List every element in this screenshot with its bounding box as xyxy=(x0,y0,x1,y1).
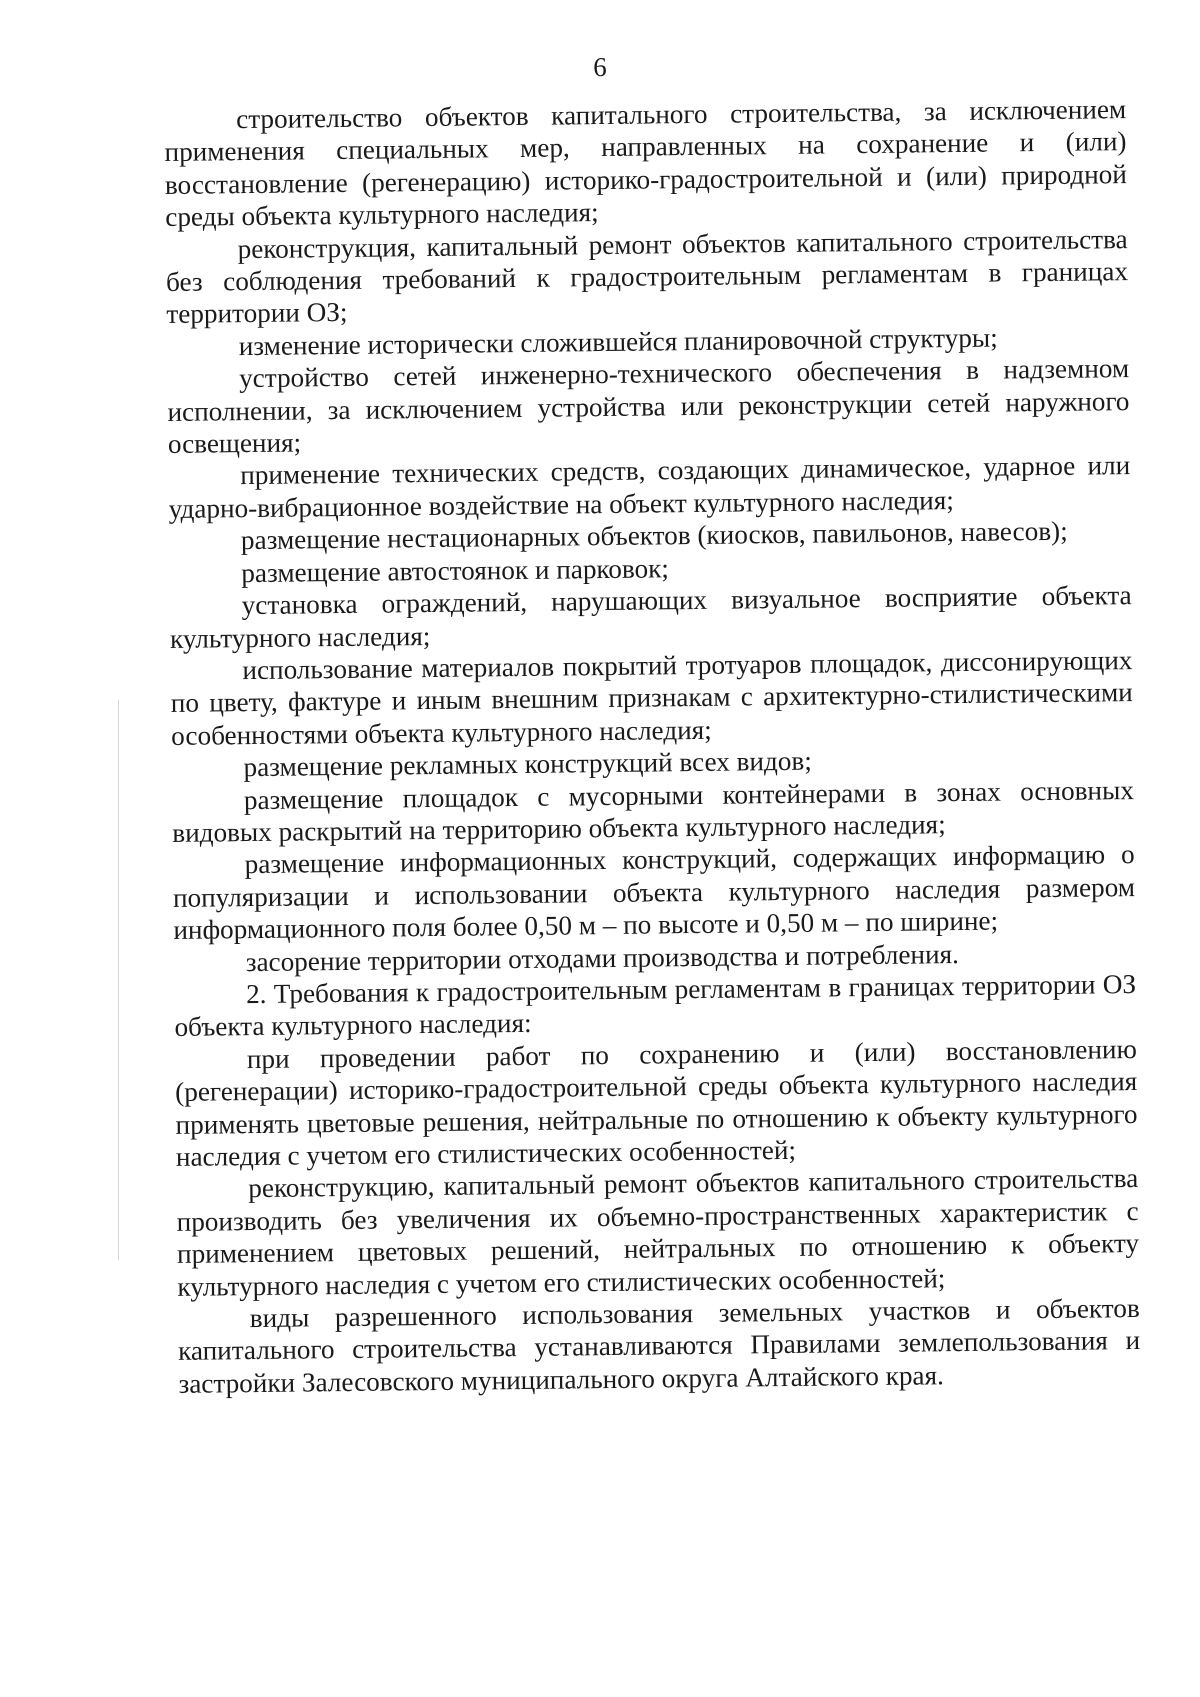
paragraph-restriction-parking: размещение автостоянок и парковок; xyxy=(241,552,670,588)
scan-binding-line xyxy=(118,700,119,1260)
paragraph-requirement-color-solutions: при проведении работ по сохранению и (или) восстановлению (регенерации) историко-градостроительной среды объекта культурного наследия применять цветовые решения, нейтральные по отношению к объекту культурного наследия с учетом его стилистических особенностей; xyxy=(175,1033,1138,1172)
paragraph-restriction-planning-structure: изменение исторически сложившейся планировочной структуры; xyxy=(238,322,998,362)
paragraph-restriction-information-signs: размещение информационных конструкций, содержащих информацию о популяризации и использовании объекта культурного наследия размером информационного поля более 0,50 м – по высоте и 0,50 м – по ширине; xyxy=(172,839,1136,946)
paragraph-restriction-littering: засорение территории отходами производства и потребления. xyxy=(245,938,960,977)
paragraph-restriction-pavement-materials: использование материалов покрытий тротуаров площадок, диссонирующих по цвету, фактуре и иным внешним признакам с архитектурно-стилистическими особенностями объекта культурного наследия; xyxy=(170,644,1133,751)
paragraph-requirement-land-use: виды разрешенного использования земельных участков и объектов капитального строительства устанавливаются Правилами землепользования и застройки Залесовского муниципального округа Алтайского края. xyxy=(177,1293,1141,1399)
paragraph-restriction-waste-containers: размещение площадок с мусорными контейнерами в зонах основных видовых раскрытий на территорию объекта культурного наследия; xyxy=(172,774,1135,848)
paragraph-restriction-kiosks: размещение нестационарных объектов (киосков, павильонов, навесов); xyxy=(240,516,1068,556)
document-body xyxy=(164,93,1141,1400)
page-number: 6 xyxy=(593,52,607,82)
paragraph-restriction-construction: строительство объектов капитального строительства, за исключением применения специальных мер, направленных на сохранение и (или) восстановление (регенерацию) историко-градостроительной и (или) природной среды объекта культурного наследия; xyxy=(164,94,1128,233)
paragraph-requirement-reconstruction: реконструкцию, капитальный ремонт объектов капитального строительства производить без увеличения их объемно-пространственных характеристик с применением цветовых решений, нейтральных по отношению к объекту культурного наследия с учетом его стилистических особенностей; xyxy=(176,1163,1140,1302)
paragraph-restriction-reconstruction: реконструкция, капитальный ремонт объектов капитального строительства без соблюдения требований к градостроительным регламентам в границах территории ОЗ; xyxy=(165,223,1129,330)
paragraph-restriction-fences: установка ограждений, нарушающих визуальное восприятие объекта культурного наследия; xyxy=(169,580,1132,654)
paragraph-restriction-engineering-networks: устройство сетей инженерно-технического обеспечения в надземном исполнении, за исключением устройства или реконструкции сетей наружного освещения; xyxy=(167,353,1130,460)
paragraph-restriction-advertising: размещение рекламных конструкций всех видов; xyxy=(243,745,812,783)
paragraph-restriction-technical-means: применение технических средств, создающих динамическое, ударное или ударно-вибрационное воздействие на объект культурного наследия; xyxy=(168,450,1131,524)
section-2-heading: 2. Требования к градостроительным регламентам в границах территории ОЗ объекта культурного наследия: xyxy=(174,968,1137,1043)
